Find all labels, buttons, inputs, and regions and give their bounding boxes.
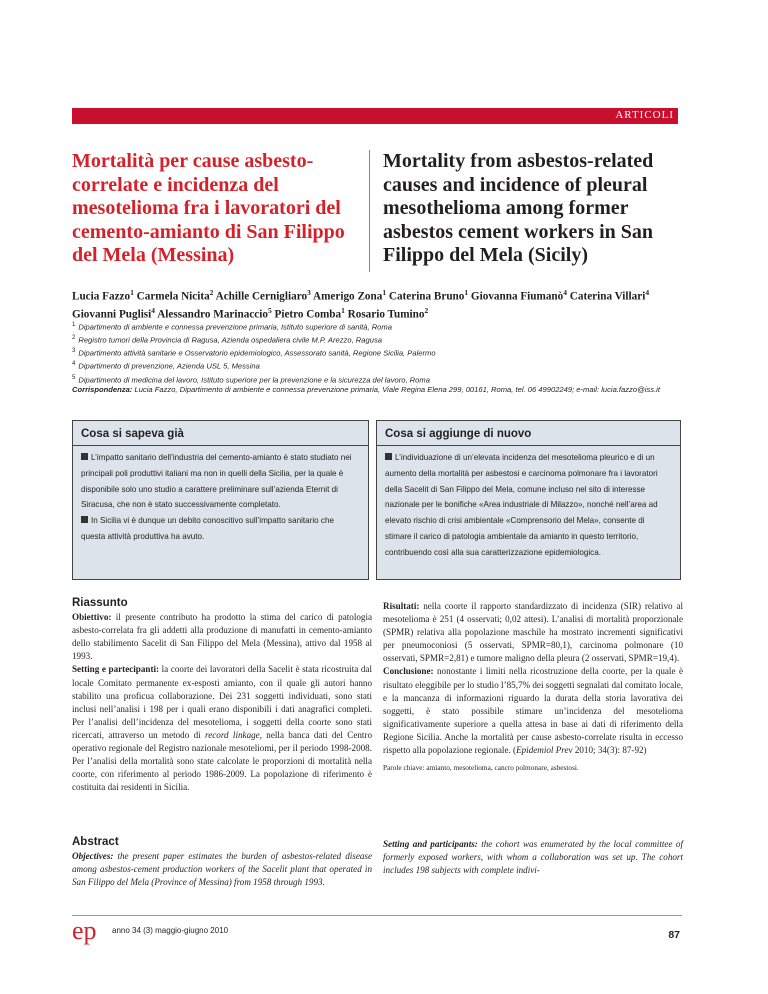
author-affiliation-marker: 1 [130,288,134,297]
abstract-heading: Abstract [72,836,119,848]
author-name: Lucia Fazzo [72,290,131,303]
correspondence-text: Lucia Fazzo, Dipartimento di ambiente e connessa prevenzione primaria, Viale Regina Elena 299, 00161, Roma, tel. 06 49902249; e-mail: lucia.fazzo@iss.it [134,385,660,394]
author-affiliation-marker: 4 [563,288,567,297]
square-bullet-icon [81,516,88,523]
author-name: Giovanna Fiumanò [470,290,564,303]
author-affiliation-marker: 2 [209,288,214,297]
box-what-was-known [72,420,369,580]
box-known-bullet: L’impatto sanitario dell’industria del cemento-amianto è stato studiato nei principali poli produttivi italiani ma non in quelli della Sicilia, per la quale è disponibile solo uno studio a carattere preliminare sull’azienda Eternit di Siracusa, che non è stato successivamente completato. [81,453,352,510]
abstract-objectives: Objectives: the present paper estimates the burden of asbestos-related disease among asbestos-cement production workers of the Sacelit plant that operated in San Filippo del Mela (Province of Messina) from 1958 through 1993. [72,851,372,888]
box-new-bullet: L’individuazione di un’elevata incidenza del mesotelioma pleurico e di un aumento della mortalità per asbestosi e carcinoma polmonare fra i lavoratori della Sacelit di San Filippo del Mela, comune incluso nel sito di interesse nazionale per le bonifiche «Area industriale di Milazzo», nonché nell’area ad elevato rischio di crisi ambientale «Comprensorio del Mela», consente di stimare il carico di patologia ambientale da amianto in questo territorio, contribuendo così alla sua caratterizzazione epidemiologica. [385,453,658,557]
author-list [72,286,682,322]
author-affiliation-marker: 4 [151,306,156,316]
author-affiliation-marker: 4 [645,288,650,297]
affiliation-item: $^5$ Dipartimento di medicina del lavoro, Istituto superiore per la prevenzione e la sicurezza del lavoro, Roma [72,374,430,385]
affiliation-list [72,320,682,386]
section-header-bar [72,108,678,124]
keywords: Parole chiave: amianto, mesotelioma, cancro polmonare, asbestosi. [383,763,579,773]
box-known-body [73,446,368,549]
journal-issue-info: anno 34 (3) maggio-giugno 2010 [112,926,229,935]
title-italian: Mortalità per cause asbesto-correlate e incidenza del mesotelioma fra i lavoratori del cemento-amianto di San Filippo del Mela (Messina) [72,150,345,266]
author-affiliation-marker: 1 [382,288,387,297]
riassunto-heading: Riassunto [72,597,128,609]
correspondence-label: Corrispondenza: [72,385,133,394]
correspondence [72,385,682,396]
author-affiliation-marker: 3 [307,288,311,297]
author-name: Rosario Tumino [347,308,425,321]
author-name: Alessandro Marinaccio [157,308,268,321]
box-new-title: Cosa si aggiunge di nuovo [377,421,680,446]
riassunto-left-column [72,597,372,794]
section-label: ARTICOLI [615,109,674,121]
box-known-bullet: In Sicilia vi è dunque un debito conoscitivo sull’impatto sanitario che questa attività produttiva ha avuto. [81,516,334,541]
author-affiliation-marker: 1 [341,306,345,316]
author-name: Caterina Villari [569,290,646,303]
box-new-body [377,446,680,565]
square-bullet-icon [81,453,88,460]
author-affiliation-marker: 5 [267,306,272,316]
box-known-title: Cosa si sapeva già [73,421,368,446]
affiliation-item: $^3$ Dipartimento attività sanitarie e Osservatorio epidemiologico, Assessorato sanità, Regione Sicilia, Palermo [72,348,436,358]
riassunto-objective: Obiettivo: il presente contributo ha prodotto la stima del carico di patologia asbesto-correlata fra gli addetti alla produzione di manufatti in cemento-amianto dello stabilimento Sacelit di San Filippo del Mela (Messina), attivo dal 1958 al 1993. Setting e partecipanti: la coorte dei lavoratori della Sacelit è stata ricostruita dal locale Comitato permanente ex-esposti amianto, con il quale gli autori hanno stabilito una proficua collaborazione. Dei 231 soggetti individuati, sono stati inclusi nell’analisi i 198 per i quali erano disponibili i dati anagrafici completi. Per l’analisi dell’incidenza del mesotelioma, i soggetti della coorte sono stati ricercati, attraverso un metodo di record linkage, nella banca dati del Centro operativo regionale del Registro nazionale mesoteliomi, per il periodo 1998-2008. Per l’analisi della mortalità sono state calcolate le proporzioni di mortalità nella coorte, con riferimento al periodo 1986-2009. La popolazione di riferimento è costituita dai residenti in Sicilia. [72,612,373,793]
author-affiliation-marker: 1 [464,288,469,297]
author-affiliation-marker: 2 [424,306,429,316]
abstract-setting: Setting and participants: the cohort was enumerated by the local committee of formerly exposed workers, with whom a collaboration was set up. The cohort includes 198 subjects with complete indivi- [383,839,683,876]
author-name: Achille Cernigliaro [215,290,308,303]
page-number: 87 [668,929,680,941]
affiliation-item: $^1$ Dipartimento di ambiente e connessa prevenzione primaria, Istituto superiore di sanità, Roma [72,322,392,332]
abstract-left [72,836,372,889]
author-name: Giovanni Puglisi [72,308,152,321]
abstract-right [383,838,683,877]
riassunto-results: Risultati: nella coorte il rapporto standardizzato di incidenza (SIR) relativo al mesotelioma è 251 (4 osservati; 0,02 attesi). L’analisi di mortalità proporzionale (SPMR) relativa alla popolazione maschile ha mostrato incrementi significativi per pneumoconiosi (5 osservati, SPMR=80,1), carcinoma polmonare (10 osservati, SPMR=2,81) e tumore maligno della pleura (2 osservati, SPMR=19,4). [383,601,683,664]
author-name: Amerigo Zona [313,290,383,303]
title-english: Mortality from asbestos-related causes and incidence of pleural mesothelioma among former asbestos cement workers in San Filippo del Mela (Sicily) [383,150,654,266]
author-name: Carmela Nicita [136,290,210,303]
author-name: Pietro Comba [274,308,342,321]
riassunto-right-column [383,600,683,774]
footer-rule [72,915,682,916]
title-divider [369,150,370,272]
riassunto-conclusion: Conclusione: nonostante i limiti nella ricostruzione della coorte, per la quale è risultato eleggibile per lo studio l’85,7% dei soggetti segnalati dal comitato locale, e la mancanza di informazioni riguardo la durata della storia lavorativa dei soggetti, è stato possibile stimare un’incidenza del mesotelioma significativamente superiore a quella attesa in base ai dati di riferimento della Regione Sicilia. Anche la mortalità per cause asbesto-correlate risulta in eccesso rispetto alla popolazione regionale. (Epidemiol Prev 2010; 34(3): 87-92) [383,666,683,756]
square-bullet-icon [385,453,392,460]
author-name: Caterina Bruno [388,290,465,303]
journal-logo: ep [72,916,97,945]
box-what-is-new [376,420,681,580]
affiliation-item: $^2$ Registro tumori della Provincia di Ragusa, Azienda ospedaliera civile M.P. Arezzo, Ragusa [72,335,382,345]
affiliation-item: $^4$ Dipartimento di prevenzione, Azienda USL 5, Messina [72,361,260,371]
